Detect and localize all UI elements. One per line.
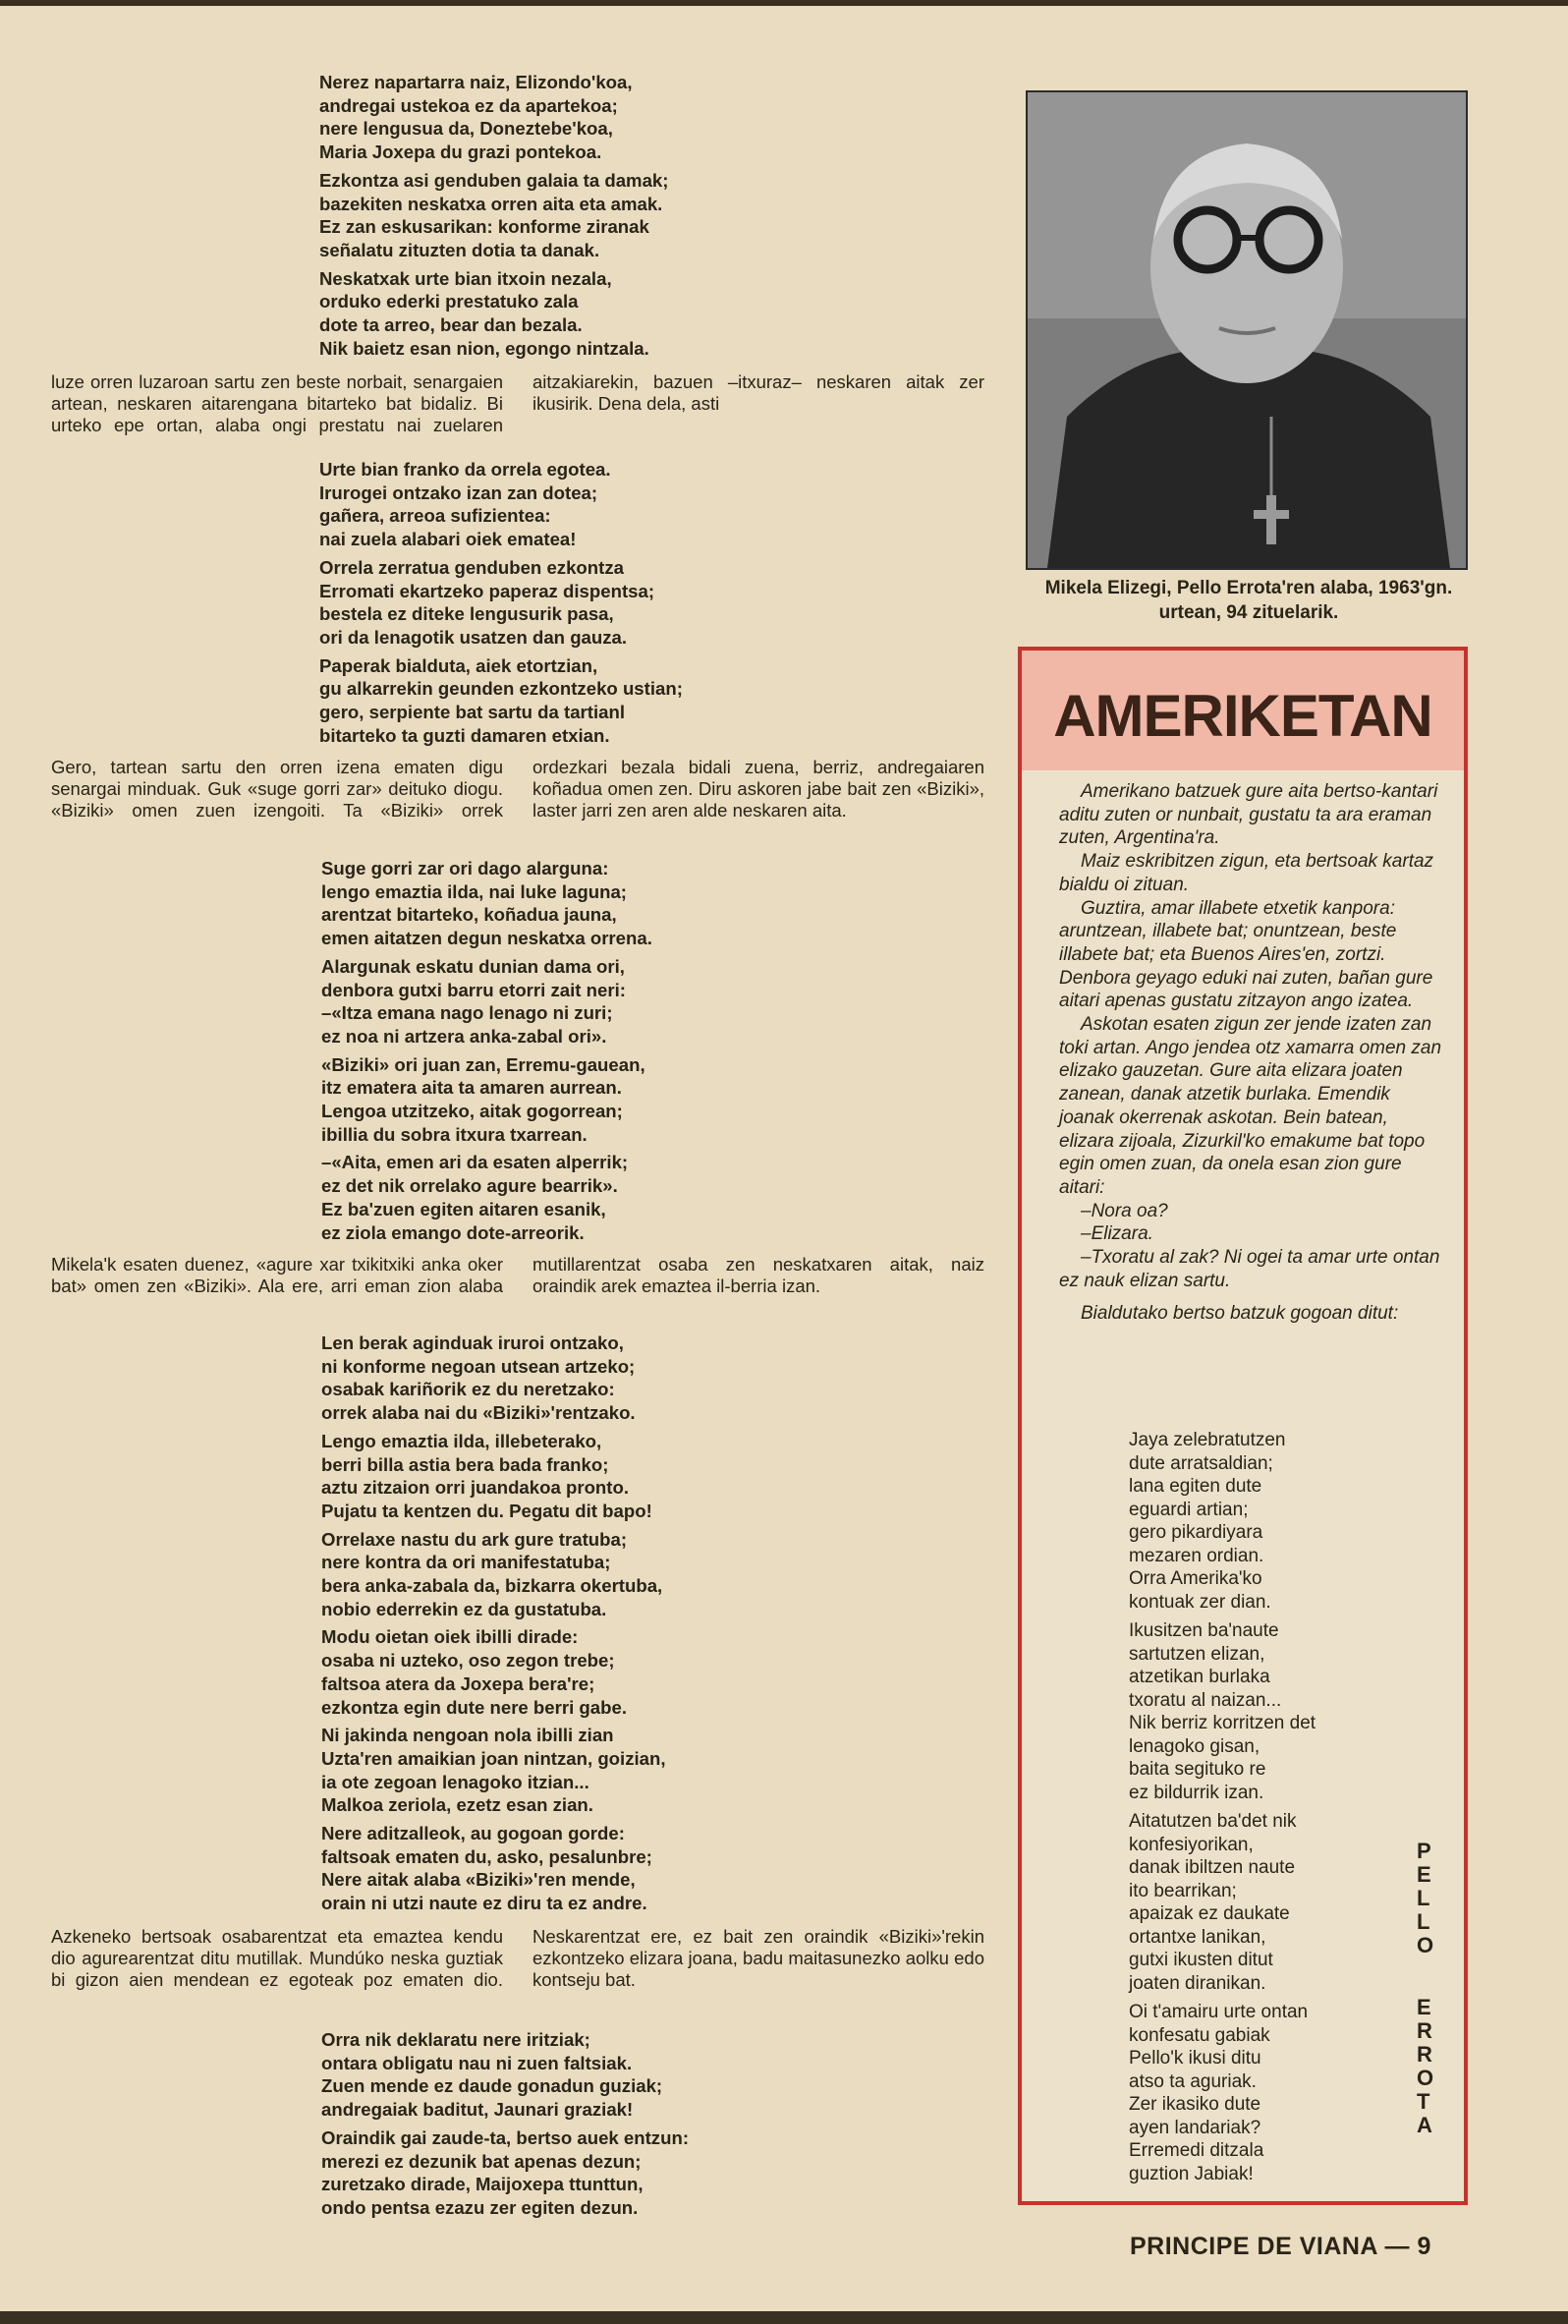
box-body: [1059, 780, 1446, 1326]
verse-line: Oraindik gai zaude-ta, bertso auek entzun:: [321, 2126, 690, 2148]
verse-line: merezi ez dezunik bat apenas dezun;: [321, 2150, 642, 2172]
verse-line: Lengoa utzitzeko, aitak gogorrean;: [321, 1101, 623, 1122]
verse-line: –«Itza emana nago lenago ni zuri;: [321, 1002, 613, 1024]
verse-line: Malkoa zeriola, ezetz esan zian.: [321, 1794, 593, 1816]
verse-line: ondo pentsa ezazu zer egiten dezun.: [321, 2196, 639, 2218]
verse-line: ia ote zegoan lenagoko itzian...: [321, 1771, 589, 1792]
verse-line: señalatu zituzten dotia ta danak.: [319, 239, 600, 260]
verse-line: Paperak bialduta, aiek etortzian,: [319, 654, 598, 676]
stanza: [321, 1528, 666, 1621]
prose-block-4: [51, 1926, 984, 2020]
verse-line: apaizak ez daukate: [1129, 1903, 1290, 1924]
signature-letter: O: [1417, 1933, 1434, 1957]
verse-line: Ez ba'zuen egiten aitaren esanik,: [321, 1198, 606, 1219]
verse-line: Alargunak eskatu dunian dama ori,: [321, 955, 625, 977]
verse-line: ez noa ni artzera anka-zabal ori».: [321, 1025, 607, 1047]
verse-line: arentzat bitarteko, koñadua jauna,: [321, 904, 617, 926]
verse-line: Orrelaxe nastu du ark gure tratuba;: [321, 1528, 628, 1550]
stanza: [321, 1724, 666, 1817]
verse-line: eguardi artian;: [1129, 1499, 1249, 1520]
verse-line: Len berak aginduak iruroi ontzako,: [321, 1332, 624, 1353]
verse-line: Uzta'ren amaikian joan nintzan, goizian,: [321, 1747, 666, 1769]
stanza: [1129, 1429, 1316, 1614]
verse-line: dute arratsaldian;: [1129, 1452, 1273, 1474]
verse-line: lengo emaztia ilda, nai luke laguna;: [321, 880, 628, 902]
verse-line: aztu zitzaion orri juandakoa pronto.: [321, 1477, 630, 1499]
verse-block-3: [321, 857, 652, 1249]
verse-line: Nik baietz esan nion, egongo nintzala.: [319, 337, 649, 359]
verse-line: Irurogei ontzako izan zan dotea;: [319, 482, 598, 503]
verse-line: konfesiyorikan,: [1129, 1834, 1254, 1855]
verse-line: Ni jakinda nengoan nola ibilli zian: [321, 1725, 614, 1746]
verse-line: gero, serpiente bat sartu da tartianl: [319, 702, 626, 723]
box-paragraph: Maiz eskribitzen zigun, eta bertsoak kartaz bialdu oi zituan.: [1059, 851, 1434, 895]
prose-text: Mikela'k esaten duenez, «agure xar txikitxiki anka oker bat» omen zen «Biziki». Ala ere, arri eman zion alaba mutillarentzat osaba zen neskatxaren aitak, naiz oraindik arek emaztea il-berria izan.: [51, 1254, 984, 1297]
verse-line: txoratu al naizan...: [1129, 1689, 1282, 1711]
verse-line: Aitatutzen ba'det nik: [1129, 1811, 1297, 1832]
box-title: AMERIKETAN: [1053, 683, 1432, 749]
signature-letter: E: [1417, 1862, 1431, 1887]
verse-block-2: [319, 458, 683, 752]
prose-text: Gero, tartean sartu den orren izena ematen digu senargai minduak. Guk «suge gorri zar» deituko diogu. «Biziki» omen zuen izengoiti. Ta «Biziki» orrek ordezkari bezala bidali zuena, berriz, andregaiaren koñadua omen zen. Diru askoren jabe bait zen «Biziki», laster jarri zen aren alde neskaren aita.: [51, 757, 984, 822]
verse-line: osabak kariñorik ez du neretzako:: [321, 1379, 615, 1400]
signature-letter: R: [1417, 2042, 1432, 2067]
verse-line: Zuen mende ez daude gonadun guziak;: [321, 2075, 663, 2097]
verse-line: bitarteko ta guzti damaren etxian.: [319, 724, 610, 746]
prose-text: Azkeneko bertsoak osabarentzat eta emaztea kendu dio agurearentzat ditu mutillak. Mundúko neska guztiak bi gizon aien mendean ez egoteak poz ematen dio. Neskarentzat ere, ez bait zen oraindik «Biziki»'rekin ezkontzeko elizara joana, badu maitasunezko aolku edo kontseju bat.: [51, 1926, 984, 1991]
verse-line: Oi t'amairu urte ontan: [1129, 2002, 1309, 2022]
verse-line: Orra Amerika'ko: [1129, 1568, 1262, 1589]
verse-line: Lengo emaztia ilda, illebeterako,: [321, 1430, 602, 1451]
verse-line: baita segituko re: [1129, 1759, 1266, 1780]
box-paragraph: Askotan esaten zigun zer jende izaten zan toki artan. Ango jendea otz xamarra omen zan elizako gauzetan. Gure aita elizara joaten zanean, danak atzetik burlaka. Emendik joanak okerrenak askotan. Bein batean, elizara zijoala, Zizurkil'ko emakume bat topo egin omen zuan, da onela esan zion gure aitari:: [1059, 1014, 1442, 1198]
verse-line: bestela ez diteke lengusurik pasa,: [319, 603, 614, 625]
box-verse: [1129, 1429, 1316, 2191]
verse-line: ayen landariak?: [1129, 2117, 1261, 2138]
portrait-image: [1028, 92, 1466, 568]
verse-line: –«Aita, emen ari da esaten alperrik;: [321, 1152, 629, 1173]
stanza: [321, 2028, 689, 2122]
verse-line: ez det nik orrelako agure bearrik».: [321, 1175, 618, 1197]
verse-line: Jaya zelebratutzen: [1129, 1430, 1286, 1450]
box-paragraph: –Elizara.: [1081, 1223, 1153, 1245]
verse-line: Nik berriz korritzen det: [1129, 1713, 1316, 1733]
verse-line: nere lengusua da, Doneztebe'koa,: [319, 118, 613, 140]
stanza: [321, 1053, 652, 1147]
verse-line: kontuak zer dian.: [1129, 1591, 1271, 1613]
verse-line: lana egiten dute: [1129, 1476, 1262, 1497]
verse-line: ezkontza egin dute nere berri gabe.: [321, 1696, 628, 1718]
verse-line: berri billa astia bera bada franko;: [321, 1453, 609, 1475]
verse-line: nobio ederrekin ez da gustatuba.: [321, 1598, 607, 1619]
stanza: [319, 654, 683, 748]
prose-block-3: [51, 1254, 984, 1325]
verse-line: nere kontra da ori manifestatuba;: [321, 1552, 611, 1573]
verse-line: ez ziola emango dote-arreorik.: [321, 1221, 585, 1243]
stanza: [321, 857, 652, 950]
verse-line: emen aitatzen degun neskatxa orrena.: [321, 928, 652, 949]
verse-line: ontara obligatu nau ni zuen faltsiak.: [321, 2052, 633, 2073]
verse-line: orrek alaba nai du «Biziki»'rentzako.: [321, 1402, 636, 1424]
verse-line: bazekiten neskatxa orren aita eta amak.: [319, 193, 663, 214]
stanza: [1129, 2001, 1316, 2185]
verse-line: Maria Joxepa du grazi pontekoa.: [319, 142, 602, 163]
verse-line: orain ni utzi naute ez diru ta ez andre.: [321, 1893, 647, 1914]
verse-block-1: [319, 71, 668, 365]
verse-line: denbora gutxi barru etorri zait neri:: [321, 979, 626, 1000]
stanza: [1129, 1810, 1316, 1995]
verse-line: Pujatu ta kentzen du. Pegatu dit bapo!: [321, 1500, 652, 1521]
box-paragraph: Amerikano batzuek gure aita bertso-kantari aditu zuten or nunbait, gustatu ta ara eraman zuten, Argentina'ra.: [1059, 781, 1438, 849]
verse-line: gutxi ikusten ditut: [1129, 1950, 1273, 1970]
stanza: [319, 71, 668, 164]
verse-line: Erremedi ditzala: [1129, 2140, 1264, 2161]
verse-line: atso ta aguriak.: [1129, 2070, 1257, 2092]
verse-line: Urte bian franko da orrela egotea.: [319, 459, 611, 480]
box-intro: Bialdutako bertso batzuk gogoan ditut:: [1081, 1303, 1399, 1325]
verse-line: danak ibiltzen naute: [1129, 1857, 1296, 1878]
verse-line: Ez zan eskusarikan: konforme ziranak: [319, 216, 649, 238]
signature-letter: T: [1417, 2089, 1430, 2114]
verse-line: osaba ni uzteko, oso zegon trebe;: [321, 1650, 615, 1672]
verse-line: gero pikardiyara: [1129, 1522, 1263, 1543]
verse-line: Erromati ekartzeko paperaz dispentsa;: [319, 580, 655, 601]
stanza: [321, 2126, 689, 2220]
verse-line: Orrela zerratua genduben ezkontza: [319, 556, 624, 578]
verse-block-5: [321, 2028, 689, 2225]
verse-line: Ezkontza asi genduben galaia ta damak;: [319, 169, 669, 191]
verse-line: ni konforme negoan utsean artzeko;: [321, 1355, 636, 1377]
verse-line: konfesatu gabiak: [1129, 2024, 1270, 2046]
page-edge-bottom: [0, 2311, 1568, 2324]
verse-line: faltsoak ematen du, asko, pesalunbre;: [321, 1845, 652, 1867]
stanza: [321, 1822, 666, 1915]
ameriketan-box: [1018, 647, 1468, 2205]
verse-line: ortantxe lanikan,: [1129, 1926, 1266, 1948]
verse-line: zuretzako dirade, Maijoxepa ttunttun,: [321, 2174, 644, 2195]
verse-line: Nere aitak alaba «Biziki»'ren mende,: [321, 1869, 636, 1891]
verse-line: mezaren ordian.: [1129, 1545, 1264, 1566]
stanza: [321, 1430, 666, 1523]
photo-caption: Mikela Elizegi, Pello Errota'ren alaba, 1963'gn. urtean, 94 zituelarik.: [1044, 578, 1453, 623]
verse-line: gañera, arreoa sufizientea:: [319, 505, 551, 527]
verse-line: ito bearrikan;: [1129, 1880, 1237, 1901]
verse-line: Nerez napartarra naiz, Elizondo'koa,: [319, 72, 633, 92]
verse-line: andregai ustekoa ez da apartekoa;: [319, 94, 618, 116]
page-footer: PRINCIPE DE VIANA — 9: [1130, 2233, 1431, 2260]
box-paragraph: Guztira, amar illabete etxetik kanpora: aruntzean, illabete bat; onuntzean, beste illabete bat; eta Buenos Aires'en, zortzi. Denbora geyago eduki nai zuten, bañan gure aitari apenas gustatu zitzayon ango izatea.: [1059, 897, 1433, 1012]
box-paragraph: –Txoratu al zak? Ni ogei ta amar urte ontan ez nauk elizan sartu.: [1059, 1247, 1440, 1291]
verse-line: Modu oietan oiek ibilli dirade:: [321, 1626, 579, 1648]
verse-line: guztion Jabiak!: [1129, 2163, 1254, 2184]
verse-line: lenagoko gisan,: [1129, 1735, 1260, 1757]
verse-line: Ikusitzen ba'naute: [1129, 1620, 1279, 1641]
signature-letter: O: [1417, 2066, 1434, 2090]
verse-line: Suge gorri zar ori dago alarguna:: [321, 858, 609, 879]
verse-line: ez bildurrik izan.: [1129, 1782, 1264, 1803]
stanza: [321, 955, 652, 1049]
stanza: [321, 1151, 652, 1244]
verse-line: dote ta arreo, bear dan bezala.: [319, 314, 583, 336]
prose-block-1: [51, 371, 984, 442]
verse-line: Nere aditzalleok, au gogoan gorde:: [321, 1823, 625, 1844]
stanza: [321, 1332, 666, 1425]
signature-letter: L: [1417, 1886, 1430, 1910]
stanza: [319, 169, 668, 262]
page-edge-top: [0, 0, 1568, 6]
verse-line: itz ematera aita ta amaren aurrean.: [321, 1077, 622, 1099]
verse-line: nai zuela alabari oiek ematea!: [319, 529, 577, 550]
prose-block-2: [51, 757, 984, 851]
verse-line: Zer ikasiko dute: [1129, 2094, 1261, 2115]
verse-line: atzetikan burlaka: [1129, 1667, 1270, 1687]
verse-line: joaten diranikan.: [1129, 1972, 1266, 1994]
verse-line: Orra nik deklaratu nere iritziak;: [321, 2029, 590, 2050]
stanza: [319, 458, 683, 551]
verse-block-4: [321, 1332, 666, 1920]
stanza: [1129, 1619, 1316, 1804]
verse-line: ori da lenagotik usatzen dan gauza.: [319, 626, 628, 648]
signature-letter: P: [1417, 1839, 1431, 1863]
stanza: [319, 556, 683, 650]
verse-line: ibillia du sobra itxura txarrean.: [321, 1123, 588, 1145]
verse-line: andregaiak baditut, Jaunari graziak!: [321, 2099, 634, 2121]
signature-letter: E: [1417, 1995, 1431, 2019]
stanza: [319, 267, 668, 361]
box-paragraph: –Nora oa?: [1081, 1200, 1168, 1221]
prose-text: luze orren luzaroan sartu zen beste norbait, senargaien artean, neskaren aitarengana bitarteko bat bidaliz. Bi urteko epe ortan, alaba ongi prestatu nai zuelaren aitzakiarekin, bazuen –itxuraz– neskaren aitak zer ikusirik. Dena dela, asti: [51, 371, 984, 436]
verse-line: bera anka-zabala da, bizkarra okertuba,: [321, 1575, 663, 1597]
signature-letter: R: [1417, 2018, 1432, 2043]
verse-line: Pello'k ikusi ditu: [1129, 2048, 1261, 2069]
signature-letter: L: [1417, 1909, 1430, 1934]
verse-line: gu alkarrekin geunden ezkontzeko ustian;: [319, 678, 683, 700]
portrait-photo: [1026, 90, 1468, 570]
verse-line: sartutzen elizan,: [1129, 1643, 1265, 1665]
verse-line: orduko ederki prestatuko zala: [319, 291, 579, 312]
verse-line: Neskatxak urte bian itxoin nezala,: [319, 267, 612, 289]
verse-line: faltsoa atera da Joxepa bera're;: [321, 1672, 595, 1694]
signature-letter: A: [1417, 2113, 1432, 2137]
verse-line: «Biziki» ori juan zan, Erremu-gauean,: [321, 1053, 645, 1075]
stanza: [321, 1625, 666, 1719]
